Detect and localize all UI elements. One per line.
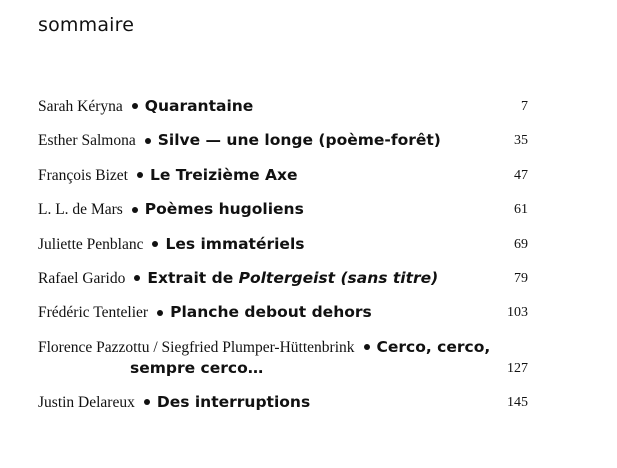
entry-page-number: 127	[507, 360, 528, 376]
bullet-icon	[364, 344, 370, 350]
entry-page-number: 69	[514, 236, 528, 252]
toc-entry	[38, 337, 528, 392]
entry-author: Florence Pazzottu / Siegfried Plumper-Hüttenbrink	[38, 338, 355, 356]
toc-entry	[38, 165, 528, 199]
toc-entry	[38, 302, 528, 336]
entry-author: Justin Delareux	[38, 393, 135, 411]
entry-title-line2: sempre cerco…	[130, 358, 264, 377]
entry-page-number: 61	[514, 202, 528, 218]
bullet-icon	[144, 399, 150, 405]
bullet-icon	[132, 207, 138, 213]
toc-entry	[38, 234, 528, 268]
entry-title: Des interruptions	[156, 392, 311, 411]
page-title: sommaire	[38, 14, 135, 36]
entry-author: Esther Salmona	[38, 132, 136, 150]
toc-entry	[38, 199, 528, 233]
bullet-icon	[152, 241, 158, 247]
table-of-contents	[38, 96, 528, 426]
entry-page-number: 35	[514, 133, 528, 149]
entry-title-prefix: Extrait de	[147, 268, 239, 287]
entry-title: Quarantaine	[144, 97, 254, 115]
toc-entry	[38, 130, 528, 164]
entry-author: L. L. de Mars	[38, 201, 123, 219]
toc-entry	[38, 392, 528, 426]
bullet-icon	[137, 172, 143, 178]
entry-title: Le Treizième Axe	[149, 165, 298, 184]
bullet-icon	[132, 103, 138, 109]
bullet-icon	[157, 310, 163, 316]
entry-title	[147, 269, 438, 287]
bullet-icon	[145, 138, 151, 144]
entry-title: Silve — une longe (poème-forêt)	[157, 131, 441, 150]
entry-author: Frédéric Tentelier	[38, 304, 149, 322]
entry-author: Juliette Penblanc	[38, 235, 144, 253]
entry-author: Sarah Kéryna	[38, 98, 123, 115]
entry-page-number: 47	[514, 167, 528, 183]
entry-title: Planche debout dehors	[170, 303, 372, 322]
entry-title: Poèmes hugoliens	[144, 200, 304, 219]
entry-title-line1: Cerco, cerco,	[376, 337, 491, 356]
entry-title: Les immatériels	[165, 234, 305, 253]
entry-author: Rafael Garido	[38, 269, 126, 287]
entry-page-number: 145	[507, 394, 528, 410]
entry-author: François Bizet	[38, 166, 128, 184]
bullet-icon	[134, 275, 140, 281]
entry-title-italic: Poltergeist (sans titre)	[238, 268, 439, 287]
entry-page-number: 79	[514, 270, 528, 286]
entry-page-number: 103	[507, 305, 528, 321]
entry-page-number: 7	[521, 99, 528, 114]
toc-entry	[38, 268, 528, 302]
toc-entry	[38, 96, 528, 130]
